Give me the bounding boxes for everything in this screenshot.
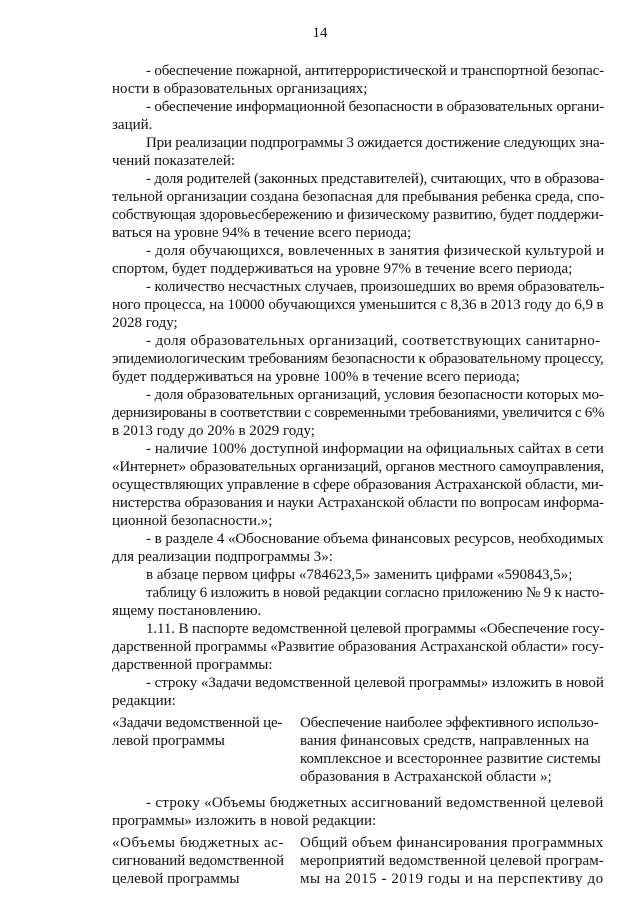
budget-table-label-line: сигнований ведомственной [112, 853, 284, 869]
paragraph-line: - в разделе 4 «Обоснование объема финансовых ресурсов, необходимых [146, 531, 604, 547]
paragraph-line: - обеспечение информационной безопасности в образовательных органи- [146, 99, 605, 115]
paragraph-line: для реализации подпрограммы 3»: [112, 549, 333, 565]
budget-table-value-line: мы на 2015 - 2019 годы и на перспективу до [300, 871, 604, 887]
paragraph-line: - доля обучающихся, вовлеченных в занятия физической культурой и [146, 243, 605, 259]
paragraph-line: - наличие 100% доступной информации на официальных сайтах в сети [146, 441, 604, 457]
paragraph-line: в 2013 году до 20% в 2029 году; [112, 423, 315, 439]
paragraph-line: осуществляющих управление в сфере образования Астраханской области, ми- [112, 477, 604, 493]
paragraph-line: программы» изложить в новой редакции: [112, 813, 377, 829]
paragraph-line: - строку «Задачи ведомственной целевой программы» изложить в новой [146, 675, 604, 691]
tasks-table-value-line: образования в Астраханской области »; [300, 769, 552, 785]
tasks-table-value-line: Обеспечение наиболее эффективного использо- [300, 715, 599, 731]
paragraph-line: При реализации подпрограммы 3 ожидается достижение следующих зна- [146, 135, 605, 151]
paragraph-line: будет поддерживаться на уровне 100% в течение всего периода; [112, 369, 520, 385]
paragraph-line: - доля родителей (законных представителей), считающих, что в образова- [146, 171, 605, 187]
paragraph-line: - обеспечение пожарной, антитеррористической и транспортной безопас- [146, 63, 604, 79]
paragraph-line: дернизированы в соответствии с современными требованиями, увеличится с 6% [112, 405, 605, 421]
paragraph-line: ваться на уровне 94% в течение всего периода; [112, 225, 412, 241]
paragraph-line: чений показателей: [112, 153, 236, 169]
budget-table-label-line: «Объемы бюджетных ас- [112, 835, 285, 851]
paragraph-line: - доля образовательных организаций, условия безопасности которых мо- [146, 387, 604, 403]
paragraph-line: нистерства образования и науки Астраханской области по вопросам информа- [112, 495, 604, 511]
budget-table-value-line: Общий объем финансирования программных [300, 835, 604, 851]
paragraph-line: дарственной программы «Развитие образования Астраханской области» госу- [112, 639, 604, 655]
budget-table-label-line: целевой программы [112, 871, 240, 887]
paragraph-line: редакции: [112, 693, 176, 709]
paragraph-line: таблицу 6 изложить в новой редакции согласно приложению № 9 к насто- [146, 585, 604, 601]
paragraph-line: заций. [112, 117, 153, 133]
paragraph-line: дарственной программы: [112, 657, 273, 673]
tasks-table-value-line: комплексное и всестороннее развитие системы [300, 751, 601, 767]
page-number: 14 [312, 25, 328, 41]
paragraph-line: «Интернет» образовательных организаций, органов местного самоуправления, [112, 459, 605, 475]
paragraph-line: собствующая здоровьесбережению и физическому развитию, будет поддержи- [112, 207, 604, 223]
tasks-table-label-line: «Задачи ведомственной це- [112, 715, 283, 731]
paragraph-line: спортом, будет поддерживаться на уровне 97% в течение всего периода; [112, 261, 573, 277]
paragraph-line: эпидемиологическим требованиям безопасности к образовательному процессу, [112, 351, 604, 367]
tasks-table-value-line: вания финансовых средств, направленных на [300, 733, 590, 749]
paragraph-line: ного процесса, на 10000 обучающихся уменьшится с 8,36 в 2013 году до 6,9 в [112, 297, 604, 313]
paragraph-line: ционной безопасности.»; [112, 513, 273, 529]
budget-table-value-line: мероприятий ведомственной целевой програм- [300, 853, 604, 869]
paragraph-line: - количество несчастных случаев, произошедших во время образователь- [146, 279, 605, 295]
paragraph-line: ности в образовательных организациях; [112, 81, 368, 97]
paragraph-line: - строку «Объемы бюджетных ассигнований ведомственной целевой [146, 795, 604, 811]
paragraph-line: 1.11. В паспорте ведомственной целевой программы «Обеспечение госу- [146, 621, 605, 637]
paragraph-line: тельной организации создана безопасная для пребывания ребенка среда, спо- [112, 189, 605, 205]
paragraph-line: 2028 году; [112, 315, 178, 331]
paragraph-line: ящему постановлению. [112, 603, 262, 619]
paragraph-line: в абзаце первом цифры «784623,5» заменить цифрами «590843,5»; [146, 567, 573, 583]
paragraph-line: - доля образовательных организаций, соответствующих санитарно- [146, 333, 601, 349]
tasks-table-label-line: левой программы [112, 733, 225, 749]
